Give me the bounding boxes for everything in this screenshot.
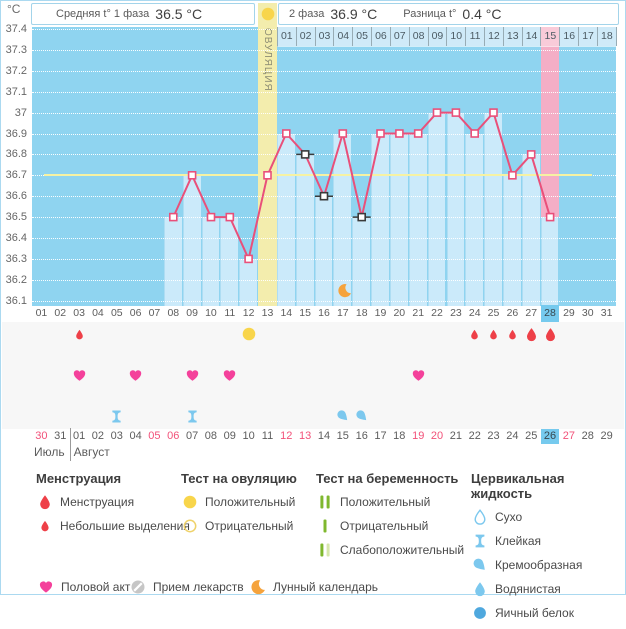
legend-item xyxy=(471,533,625,549)
cycle-day-cell[interactable]: 20 xyxy=(393,307,406,319)
legend-title: Тест на овуляцию xyxy=(181,471,297,486)
temp-fill-column[interactable] xyxy=(183,175,201,306)
date-cell[interactable]: 16 xyxy=(355,430,368,442)
grid-line xyxy=(32,154,616,155)
cycle-day-cell[interactable]: 09 xyxy=(186,307,198,319)
date-cell[interactable]: 19 xyxy=(412,430,425,442)
menstruation-drop-icon xyxy=(469,329,480,340)
legend-item-label: Отрицательный xyxy=(340,519,429,533)
cycle-day-cell[interactable]: 11 xyxy=(224,307,236,319)
legend-item xyxy=(471,581,625,597)
phase2-value: 36.9 °C xyxy=(330,6,378,22)
temp-fill-column[interactable] xyxy=(503,175,521,306)
cycle-day-cell[interactable]: 14 xyxy=(280,307,293,319)
grid-line xyxy=(32,259,616,260)
dpo-cell: 13 xyxy=(504,27,523,46)
cycle-day-cell[interactable]: 03 xyxy=(73,307,85,319)
cycle-day-cell[interactable]: 28 xyxy=(541,305,560,322)
legend-item xyxy=(181,518,297,534)
grid-line xyxy=(32,71,616,72)
temp-fill-column[interactable] xyxy=(522,154,540,306)
intercourse-heart-icon xyxy=(185,368,200,383)
legend-item-label: Кремообразная xyxy=(495,558,583,572)
cervical-creamy-icon xyxy=(355,409,369,423)
y-tick-label: 36.6 xyxy=(5,190,27,203)
date-cell[interactable]: 21 xyxy=(449,430,463,442)
cervical-sticky-icon xyxy=(109,409,124,424)
grid-line xyxy=(32,301,616,302)
dpo-cell: 04 xyxy=(334,27,353,46)
temp-fill-column[interactable] xyxy=(296,154,314,306)
drop-small-icon xyxy=(36,518,53,534)
cycle-day-cell[interactable]: 13 xyxy=(261,307,274,319)
date-cell[interactable]: 15 xyxy=(336,430,349,442)
date-cell[interactable]: 04 xyxy=(129,430,142,442)
temp-fill-column[interactable] xyxy=(352,217,370,306)
legend-item xyxy=(36,518,190,534)
y-tick-label: 37 xyxy=(14,106,27,119)
date-cell[interactable]: 07 xyxy=(185,430,199,442)
heart-icon xyxy=(37,579,55,595)
pill-icon xyxy=(129,579,147,595)
temp-fill-column[interactable] xyxy=(541,217,559,306)
phase2-summary-box xyxy=(278,3,619,25)
cycle-day-cell[interactable]: 12 xyxy=(242,307,255,319)
menstruation-drop-icon xyxy=(488,329,499,340)
cycle-day-cell[interactable]: 04 xyxy=(92,307,104,319)
date-cell[interactable]: 26 xyxy=(541,429,560,444)
temp-fill-column[interactable] xyxy=(202,217,220,306)
month-label-august: Август xyxy=(73,445,110,459)
moon-icon xyxy=(337,283,352,298)
legend-group-menstruation xyxy=(36,471,190,542)
date-cell[interactable]: 14 xyxy=(317,430,331,442)
date-cell[interactable]: 25 xyxy=(525,430,538,442)
cycle-day-cell[interactable]: 02 xyxy=(54,307,67,319)
sticky-icon xyxy=(471,533,488,549)
drop-outline-blue-icon xyxy=(471,509,488,525)
menstruation-drop-icon xyxy=(74,329,85,340)
grid-line xyxy=(32,238,616,239)
circle-outline-yellow-icon xyxy=(181,518,198,534)
dpo-cell: 02 xyxy=(297,27,316,46)
moon-icon xyxy=(249,579,267,595)
cycle-day-cell[interactable]: 21 xyxy=(412,307,425,319)
legend-item-label: Небольшие выделения xyxy=(60,519,190,533)
y-tick-label: 37.3 xyxy=(5,43,27,56)
temp-fill-column[interactable] xyxy=(239,259,257,306)
legend-item-label: Клейкая xyxy=(495,534,542,548)
cycle-day-cell[interactable]: 25 xyxy=(487,307,500,319)
y-tick-label: 36.9 xyxy=(5,127,27,140)
drop-big-icon xyxy=(36,494,53,510)
phase2-label: 2 фаза xyxy=(289,8,325,20)
grid-line xyxy=(32,196,616,197)
bar-one-green-icon xyxy=(316,518,333,534)
y-axis-unit-label: °C xyxy=(7,2,21,16)
phase1-value: 36.5 °C xyxy=(155,6,203,22)
dpo-cell: 15 xyxy=(541,27,560,46)
month-label-july: Июль xyxy=(34,445,65,459)
dpo-cell: 11 xyxy=(466,27,485,46)
legend-footer-intercourse: Половой акт xyxy=(37,578,130,596)
dpo-cell: 10 xyxy=(447,27,466,46)
date-cell[interactable]: 10 xyxy=(242,430,255,442)
y-tick-label: 37.4 xyxy=(5,23,27,35)
phase1-summary-box xyxy=(31,3,255,25)
phase1-label: Средняя t° 1 фаза xyxy=(56,8,150,20)
legend-item xyxy=(471,605,625,621)
temp-fill-column[interactable] xyxy=(447,113,465,306)
dpo-cell: 03 xyxy=(316,27,335,46)
cycle-day-cell[interactable]: 18 xyxy=(355,307,368,319)
date-cell[interactable]: 31 xyxy=(54,430,67,442)
temp-fill-column[interactable] xyxy=(164,217,182,306)
menstruation-drop-icon xyxy=(524,327,539,342)
legend-group-pregnancy-test xyxy=(316,471,464,566)
dpo-cell: 16 xyxy=(560,27,579,46)
date-cell[interactable]: 11 xyxy=(261,430,274,442)
cycle-day-cell[interactable]: 06 xyxy=(129,307,142,319)
cycle-day-cell[interactable]: 29 xyxy=(563,307,575,319)
temp-fill-column[interactable] xyxy=(428,113,446,306)
cycle-day-cell[interactable]: 05 xyxy=(110,307,123,319)
dpo-cell: 05 xyxy=(353,27,372,46)
cycle-day-cell[interactable]: 22 xyxy=(431,307,443,319)
intercourse-heart-icon xyxy=(411,368,426,383)
legend-item xyxy=(316,518,464,534)
legend-footer-medication: Прием лекарств xyxy=(129,578,244,596)
dpo-cell: 14 xyxy=(523,27,542,46)
grid-line xyxy=(32,134,616,135)
date-cell[interactable]: 24 xyxy=(506,430,519,442)
legend-title: Тест на беременность xyxy=(316,471,459,486)
temp-fill-column[interactable] xyxy=(220,217,238,306)
date-cell[interactable]: 28 xyxy=(581,430,594,442)
legend-item-label: Слабоположительный xyxy=(340,543,465,557)
date-cell[interactable]: 13 xyxy=(298,430,312,442)
legend-item-label: Положительный xyxy=(205,495,296,509)
temp-fill-column[interactable] xyxy=(315,196,333,306)
coverline xyxy=(44,174,592,176)
dpo-cell: 07 xyxy=(391,27,410,46)
cycle-day-cell[interactable]: 15 xyxy=(299,307,311,319)
cycle-day-cell[interactable]: 23 xyxy=(450,307,462,319)
date-cell[interactable]: 17 xyxy=(374,430,387,442)
legend-item-label: Яичный белок xyxy=(495,606,574,620)
ovulation-test-positive-icon xyxy=(241,326,257,342)
date-cell[interactable]: 20 xyxy=(430,430,444,442)
cycle-day-cell[interactable]: 19 xyxy=(374,307,387,319)
circle-filled-yellow-icon xyxy=(181,494,198,510)
dpo-cell: 08 xyxy=(410,27,429,46)
legend-item xyxy=(36,494,190,510)
date-cell[interactable]: 01 xyxy=(72,430,86,442)
cycle-day-cell[interactable]: 26 xyxy=(506,307,519,319)
y-tick-label: 36.2 xyxy=(5,273,27,286)
date-cell[interactable]: 06 xyxy=(167,430,180,442)
cycle-day-cell[interactable]: 16 xyxy=(318,307,330,319)
dpo-header-row xyxy=(277,27,617,47)
dpo-cell: 12 xyxy=(485,27,504,46)
y-tick-label: 36.8 xyxy=(5,148,27,161)
legend-item-label: Положительный xyxy=(340,495,431,509)
grid-line xyxy=(32,217,616,218)
date-cell[interactable]: 02 xyxy=(91,430,105,442)
y-tick-label: 37.1 xyxy=(5,85,27,98)
grid-line xyxy=(32,280,616,281)
date-cell[interactable]: 05 xyxy=(148,430,161,442)
legend-group-ovulation-test xyxy=(181,471,297,542)
legend-footer-lunar-calendar: Лунный календарь xyxy=(249,578,378,596)
grid-line xyxy=(32,113,616,114)
legend-title: Цервикальная жидкость xyxy=(471,471,565,501)
y-tick-label: 36.7 xyxy=(5,169,27,182)
dpo-cell: 18 xyxy=(598,27,617,46)
legend-item xyxy=(181,494,297,510)
ovulation-column-label: ОВУЛЯЦИЯ xyxy=(262,28,274,92)
cycle-day-cell[interactable]: 27 xyxy=(525,307,538,319)
dpo-cell: 06 xyxy=(372,27,391,46)
date-cell[interactable]: 22 xyxy=(468,430,481,442)
circle-blue-icon xyxy=(471,605,488,621)
temp-diff-label: Разница t° xyxy=(403,8,457,20)
date-cell[interactable]: 29 xyxy=(600,430,613,442)
grid-line xyxy=(32,92,616,93)
y-tick-label: 37.2 xyxy=(5,64,27,77)
y-tick-label: 36.3 xyxy=(5,252,27,265)
drop-blue-icon xyxy=(471,581,488,597)
legend-item xyxy=(316,542,464,558)
dpo-cell: 09 xyxy=(429,27,448,46)
legend-item-label: Сухо xyxy=(495,510,523,524)
legend-item-label: Водянистая xyxy=(495,582,561,596)
date-cell[interactable]: 09 xyxy=(223,430,236,442)
menstruation-drop-icon xyxy=(543,327,558,342)
legend-item-label: Менструация xyxy=(60,495,135,509)
legend-item-label: Отрицательный xyxy=(205,519,294,533)
date-cell[interactable]: 18 xyxy=(393,430,406,442)
cycle-day-cell[interactable]: 30 xyxy=(581,307,594,319)
cycle-day-cell[interactable]: 10 xyxy=(205,307,217,319)
legend-item xyxy=(471,557,625,573)
date-cell[interactable]: 30 xyxy=(35,430,48,442)
legend-group-cervical-fluid xyxy=(471,471,625,629)
bars-two-green-icon xyxy=(316,494,333,510)
date-cell[interactable]: 03 xyxy=(110,430,123,442)
intercourse-heart-icon xyxy=(222,368,237,383)
dpo-cell: 17 xyxy=(579,27,598,46)
cycle-day-cell[interactable]: 07 xyxy=(148,307,161,319)
ovulation-test-header-icon xyxy=(260,6,276,22)
cycle-day-cell[interactable]: 01 xyxy=(35,307,48,319)
legend-item xyxy=(471,509,625,525)
y-tick-label: 36.1 xyxy=(5,294,27,307)
date-cell[interactable]: 27 xyxy=(562,430,576,442)
cervical-creamy-icon xyxy=(336,409,350,423)
cycle-day-cell[interactable]: 17 xyxy=(336,307,349,319)
y-tick-label: 36.4 xyxy=(5,232,27,244)
date-cell[interactable]: 12 xyxy=(280,430,293,442)
temp-diff-value: 0.4 °C xyxy=(462,6,502,22)
date-cell[interactable]: 23 xyxy=(487,430,500,442)
legend-title: Менструация xyxy=(36,471,122,486)
bars-green-pale-icon xyxy=(316,542,333,558)
comma-icon xyxy=(471,557,488,573)
date-cell[interactable]: 08 xyxy=(204,430,218,442)
menstruation-drop-icon xyxy=(507,329,518,340)
cycle-day-cell[interactable]: 08 xyxy=(167,307,180,319)
intercourse-heart-icon xyxy=(128,368,143,383)
cycle-day-cell[interactable]: 31 xyxy=(600,307,613,319)
intercourse-heart-icon xyxy=(72,368,87,383)
legend-item xyxy=(316,494,464,510)
temp-fill-column[interactable] xyxy=(484,113,502,306)
grid-line xyxy=(32,50,616,51)
y-tick-label: 36.5 xyxy=(5,211,27,224)
cycle-day-cell[interactable]: 24 xyxy=(468,307,481,319)
dpo-cell: 01 xyxy=(278,27,297,46)
cervical-sticky-icon xyxy=(185,409,200,424)
